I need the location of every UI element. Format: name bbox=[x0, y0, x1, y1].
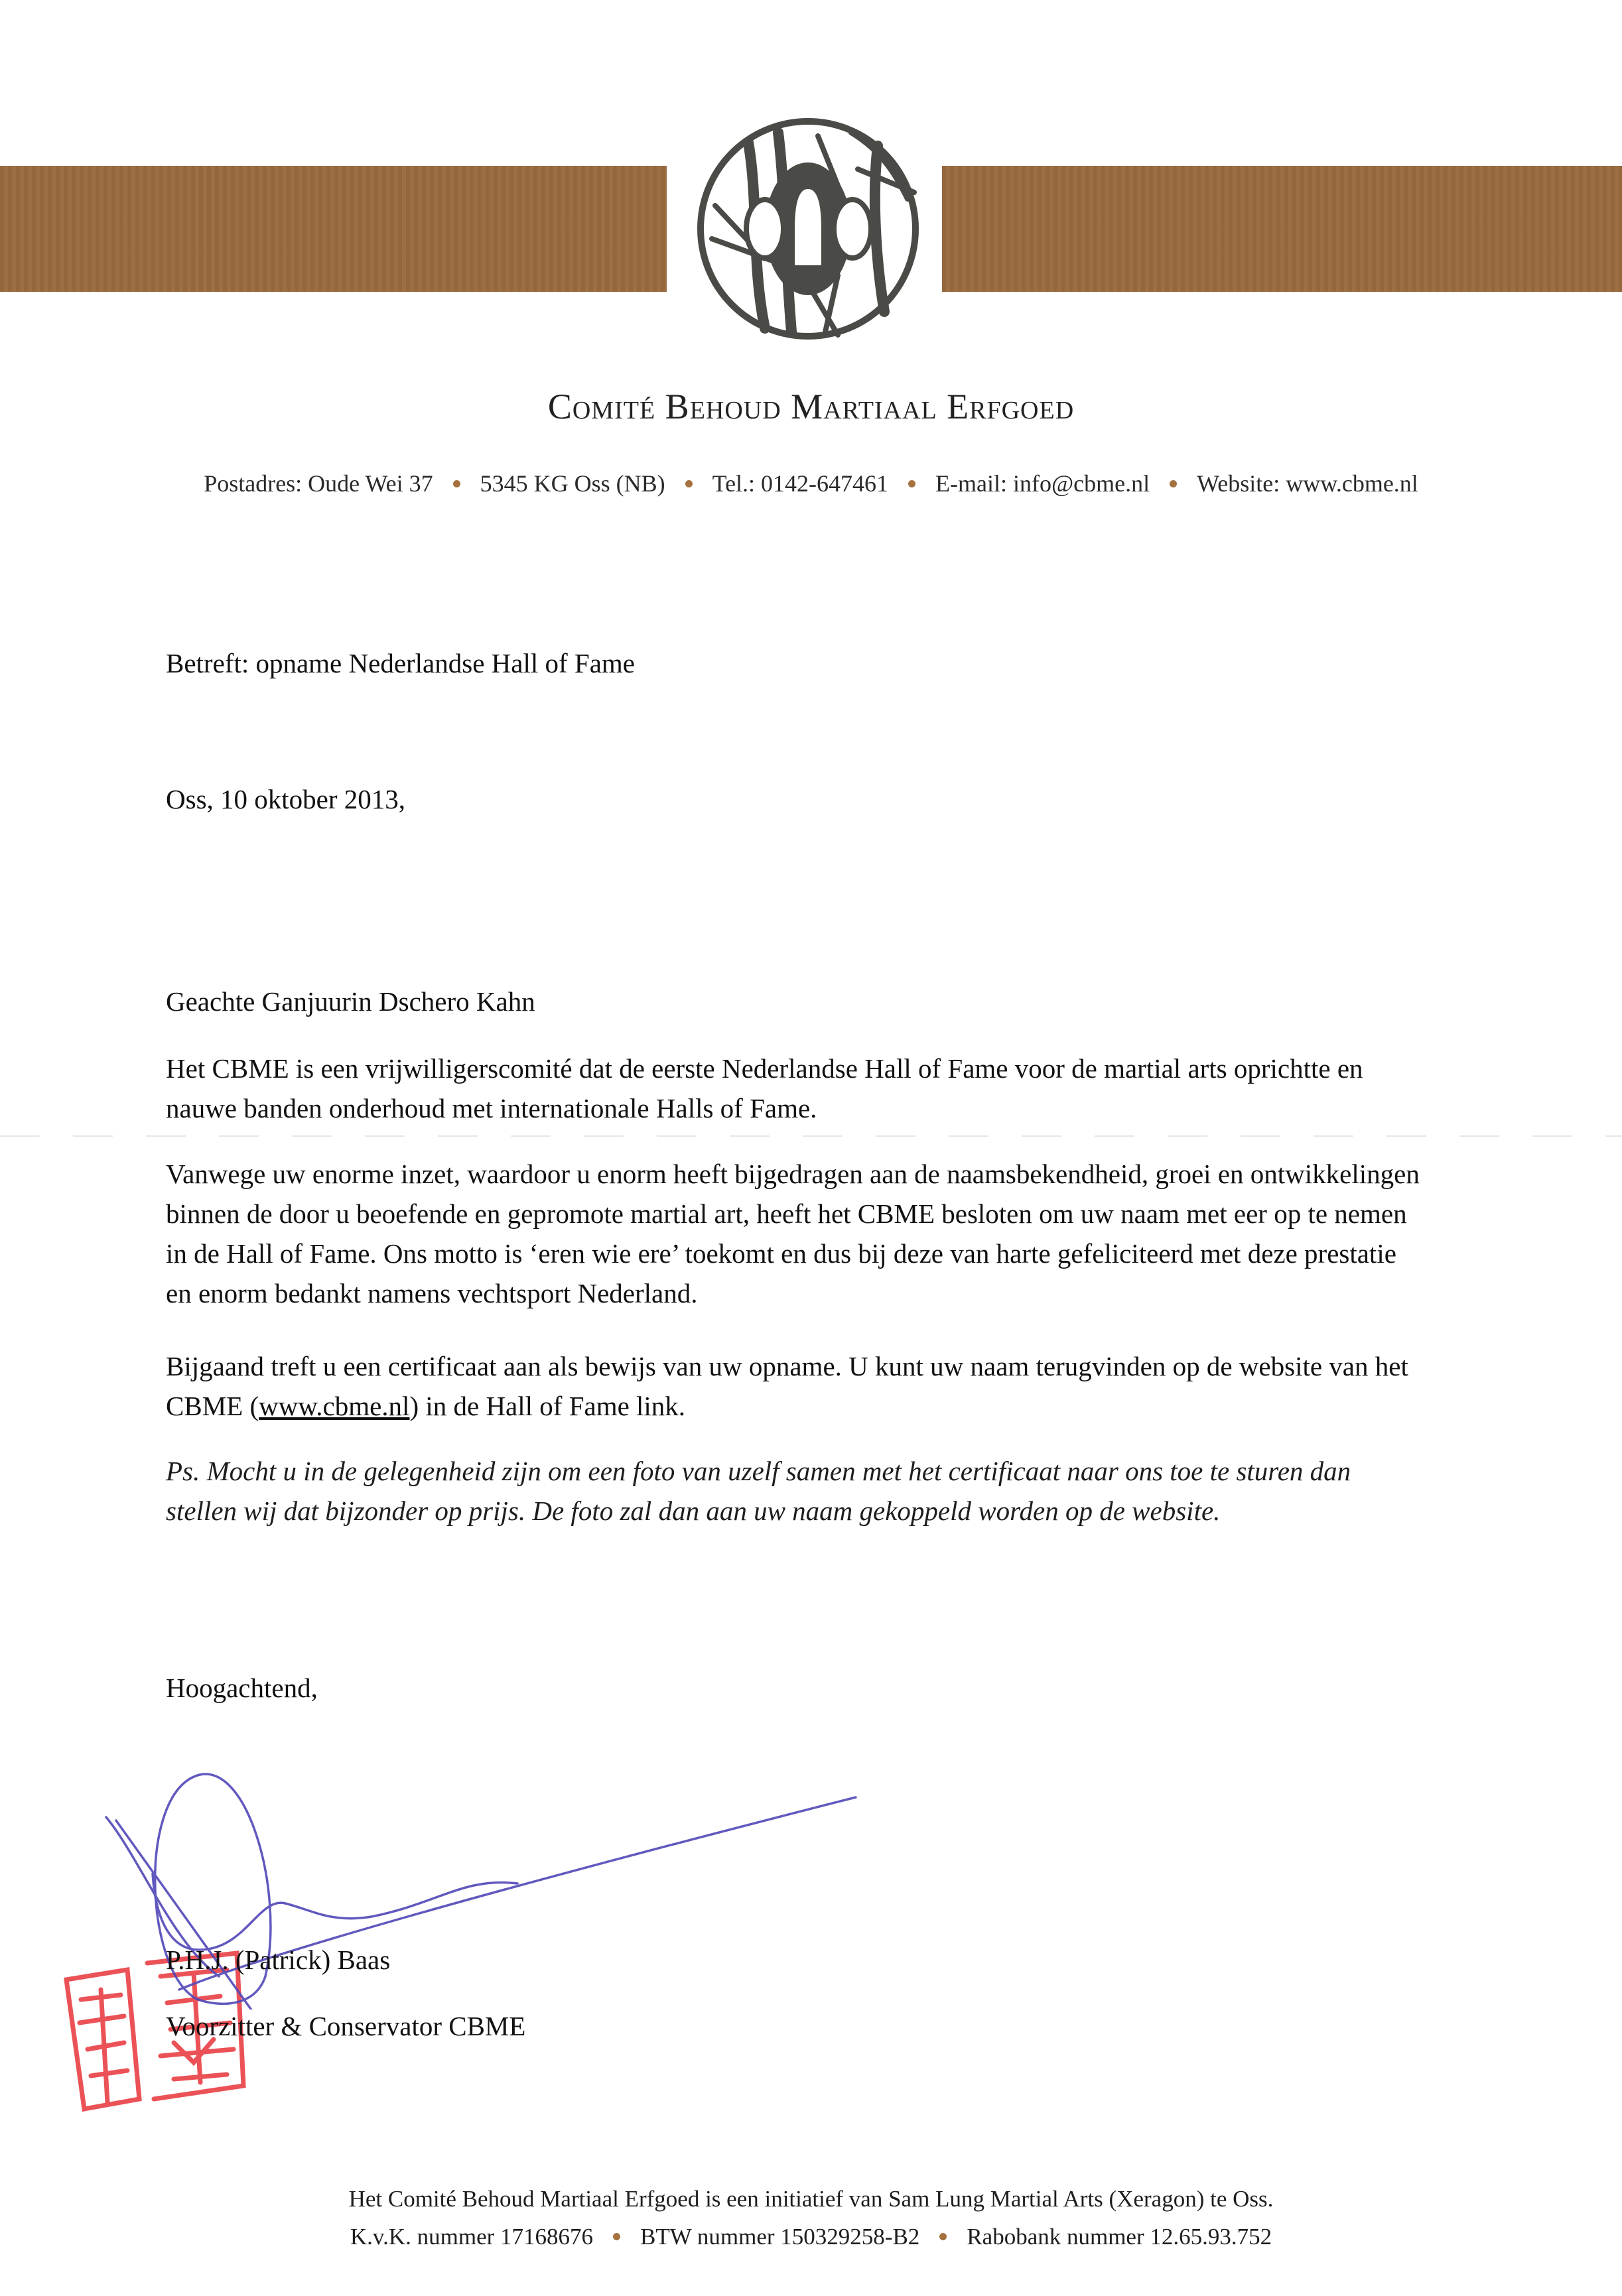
postal-code: 5345 KG Oss (NB) bbox=[480, 470, 665, 497]
website-address[interactable]: Website: www.cbme.nl bbox=[1197, 470, 1418, 497]
bullet-separator bbox=[939, 2233, 947, 2240]
contact-bar bbox=[0, 470, 1622, 497]
scan-fold-line bbox=[0, 1135, 1622, 1137]
footer-registration-line bbox=[0, 2224, 1622, 2250]
body-paragraph-3 bbox=[166, 1346, 1426, 1426]
letter-subject: Betreft: opname Nederlandse Hall of Fame bbox=[166, 648, 635, 678]
letterhead-band-left bbox=[0, 166, 667, 292]
body-paragraph-1: Het CBME is een vrijwilligerscomité dat de eerste Nederlandse Hall of Fame voor de martial arts oprichtte en nauwe banden onderhoud met internationale Halls of Fame. bbox=[166, 1053, 1363, 1123]
bullet-separator bbox=[685, 480, 693, 487]
postal-address: Postadres: Oude Wei 37 bbox=[204, 470, 433, 497]
letterhead-band-right bbox=[942, 166, 1622, 292]
paragraph-3-text: Bijgaand treft u een certificaat aan als bewijs van uw opname. U kunt uw naam terugvinden op de website van het CBME ( bbox=[166, 1351, 1408, 1421]
bullet-separator bbox=[1170, 480, 1177, 487]
tsuba-emblem-icon bbox=[685, 106, 931, 351]
letter-date: Oss, 10 oktober 2013, bbox=[166, 784, 406, 814]
bank-number: Rabobank nummer 12.65.93.752 bbox=[967, 2224, 1272, 2250]
bullet-separator bbox=[613, 2233, 620, 2240]
email-address[interactable]: E-mail: info@cbme.nl bbox=[935, 470, 1150, 497]
phone-number: Tel.: 0142-647461 bbox=[712, 470, 889, 497]
postscript: Ps. Mocht u in de gelegenheid zijn om een foto van uzelf samen met het certificaat naar ons toe te sturen dan stellen wij dat bijzonder op prijs. De foto zal dan aan uw naam gekoppeld worden op de website. bbox=[166, 1456, 1351, 1526]
body-paragraph-2: Vanwege uw enorme inzet, waardoor u enorm heeft bijgedragen aan de naamsbekendheid, groei en ontwikkelingen binnen de door u beoefende en gepromote martial art, heeft het CBME besloten om uw naam met eer op te nemen in de Hall of Fame. Ons motto is ‘eren wie ere’ toekomt en dus bij deze van harte gefeliciteerd met deze prestatie en enorm bedankt namens vechtsport Nederland. bbox=[166, 1159, 1420, 1308]
website-link[interactable]: www.cbme.nl bbox=[259, 1391, 410, 1421]
bullet-separator bbox=[453, 480, 460, 487]
btw-number: BTW nummer 150329258-B2 bbox=[640, 2224, 920, 2250]
letter-closing: Hoogachtend, bbox=[166, 1673, 318, 1703]
signer-title: Voorzitter & Conservator CBME bbox=[166, 2011, 526, 2041]
letter-salutation: Geachte Ganjuurin Dschero Kahn bbox=[166, 986, 535, 1017]
organization-name: Comité Behoud Martiaal Erfgoed bbox=[547, 387, 1075, 426]
footer-initiative-line: Het Comité Behoud Martiaal Erfgoed is een initiatief van Sam Lung Martial Arts (Xeragon) te Oss. bbox=[348, 2186, 1274, 2212]
signer-name: P.H.J. (Patrick) Baas bbox=[166, 1945, 391, 1975]
bullet-separator bbox=[908, 480, 915, 487]
paragraph-3-text-end: ) in de Hall of Fame link. bbox=[409, 1391, 686, 1421]
kvk-number: K.v.K. nummer 17168676 bbox=[350, 2224, 594, 2250]
